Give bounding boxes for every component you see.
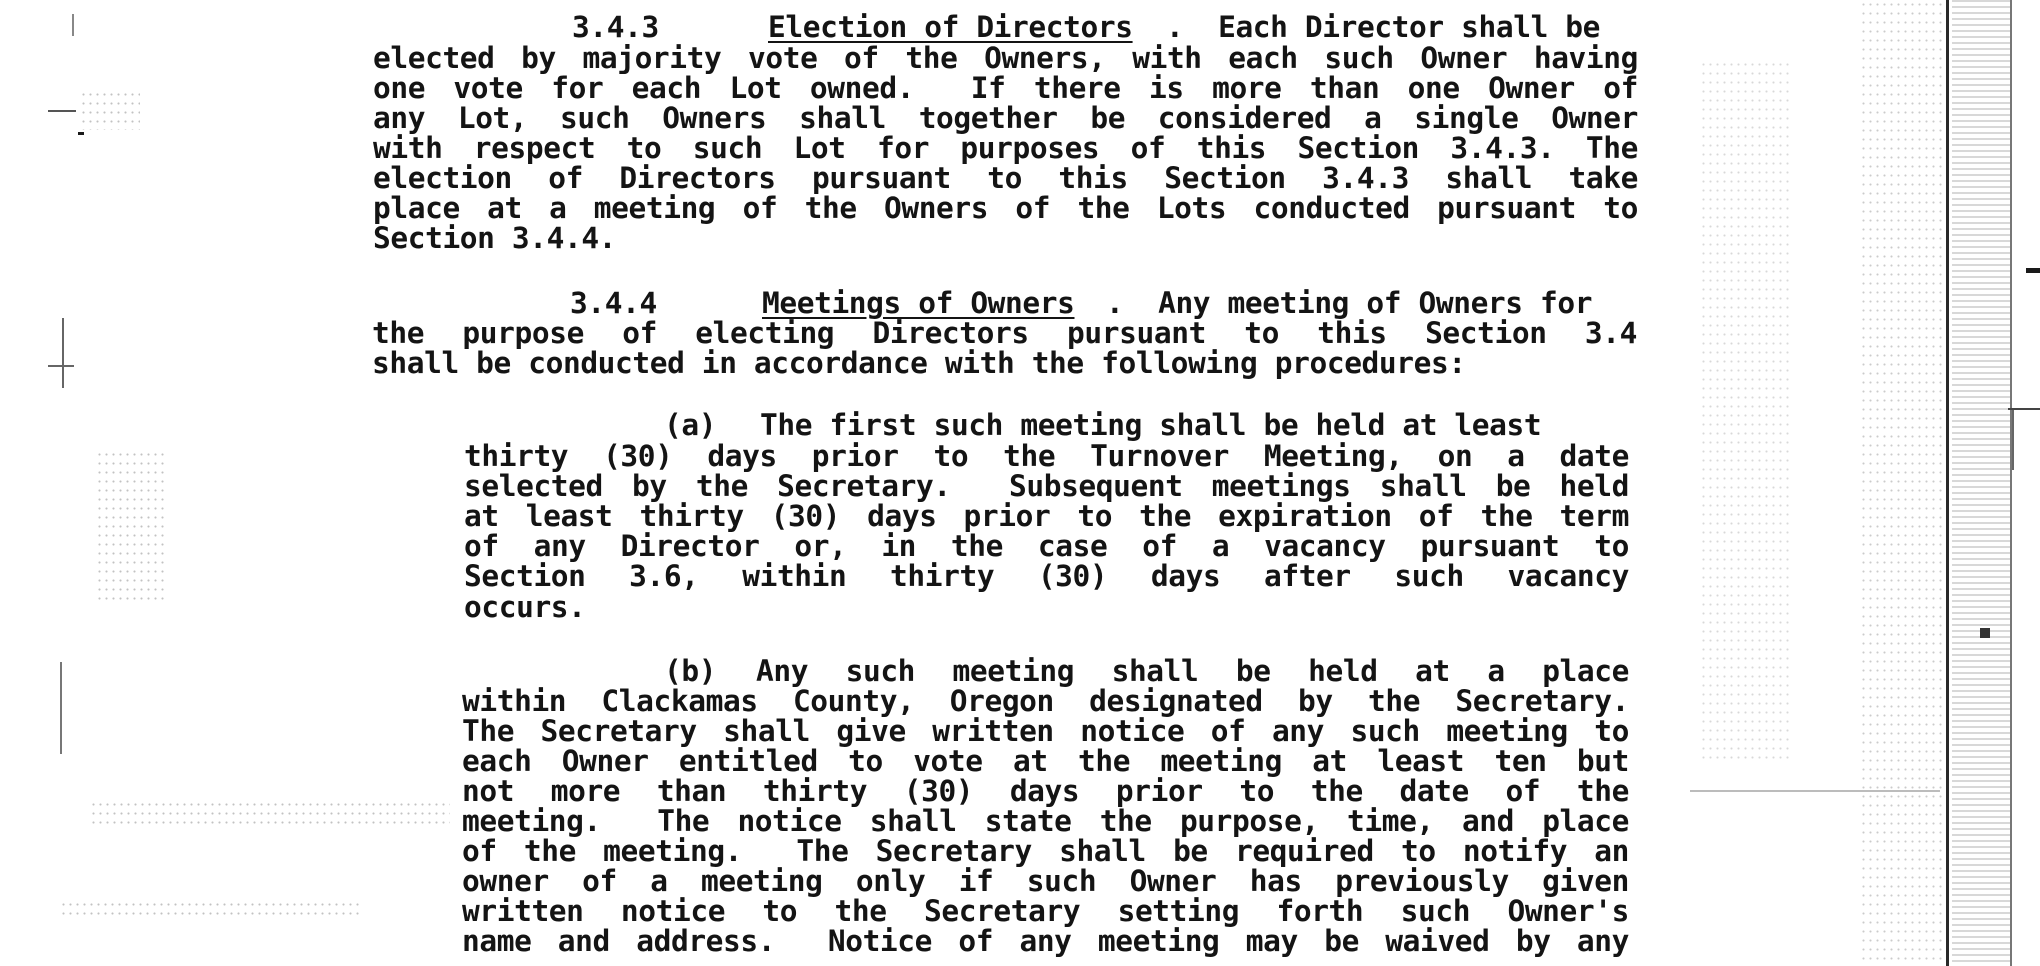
page-edge-line [2010,0,2012,966]
scan-noise [1952,0,2010,966]
paragraph-line: with respect to such Lot for purposes of this Section 3.4.3. The [373,131,1638,165]
scan-mark [48,110,76,112]
paragraph-line: each Owner entitled to vote at the meeting at least ten but [462,744,1629,778]
scan-mark [1690,790,1940,792]
scan-mark [2012,410,2014,470]
scan-mark [2026,268,2040,273]
section-number: 3.4.4 [570,286,657,320]
paragraph-line: election of Directors pursuant to this Section 3.4.3 shall take [373,161,1638,195]
section-number: 3.4.3 [572,10,659,44]
paragraph-line: not more than thirty (30) days prior to the date of the [462,774,1629,808]
scan-noise [96,450,166,600]
paragraph-line: name and address. Notice of any meeting may be waived by any [462,924,1629,958]
scan-noise [80,90,140,130]
scan-noise [1700,60,1790,760]
paragraph-line: Section 3.6, within thirty (30) days after such vacancy [464,559,1629,593]
subparagraph-label: (a) [664,408,717,442]
scan-mark [1980,628,1990,638]
paragraph-line: owner of a meeting only if such Owner has previously given [462,864,1629,898]
paragraph-line: written notice to the Secretary setting forth such Owner's [462,894,1629,928]
paragraph-line: shall be conducted in accordance with the following procedures: [372,346,1466,380]
page-edge-line [1946,0,1949,966]
scan-noise [1860,0,1950,966]
paragraph-line: any Lot, such Owners shall together be considered a single Owner [373,101,1638,135]
paragraph-line: occurs. [464,590,586,624]
scan-mark [48,365,74,367]
subparagraph-label: (b) [664,654,717,688]
subparagraph-first-line-text: The first such meeting shall be held at least [760,408,1542,442]
paragraph-line: within Clackamas County, Oregon designated by the Secretary. [462,684,1629,718]
paragraph-line: the purpose of electing Directors pursuant to this Section 3.4 [372,316,1637,350]
section-first-line-text: . Any meeting of Owners for [1106,286,1593,320]
paragraph-line: thirty (30) days prior to the Turnover Meeting, on a date [464,439,1629,473]
paragraph-line: of the meeting. The Secretary shall be required to notify an [462,834,1629,868]
paragraph-line: at least thirty (30) days prior to the expiration of the term [464,499,1629,533]
paragraph-line: Section 3.4.4. [373,221,617,255]
paragraph-line: meeting. The notice shall state the purpose, time, and place [462,804,1629,838]
scan-mark [62,318,64,388]
paragraph-line: of any Director or, in the case of a vacancy pursuant to [464,529,1629,563]
scan-mark [72,14,74,36]
subparagraph-first-line-text: Any such meeting shall be held at a place [756,654,1629,688]
scan-mark [78,132,84,135]
scan-noise [60,900,360,920]
scan-noise [90,800,450,824]
paragraph-line: elected by majority vote of the Owners, with each such Owner having [373,41,1638,75]
section-heading: Meetings of Owners [762,286,1075,320]
section-first-line-text: . Each Director shall be [1166,10,1601,44]
paragraph-line: The Secretary shall give written notice of any such meeting to [462,714,1629,748]
section-heading: Election of Directors [768,10,1133,44]
paragraph-line: one vote for each Lot owned. If there is more than one Owner of [373,71,1638,105]
paragraph-line: place at a meeting of the Owners of the Lots conducted pursuant to [373,191,1638,225]
paragraph-line: selected by the Secretary. Subsequent meetings shall be held [464,469,1629,503]
scan-mark [60,662,62,754]
